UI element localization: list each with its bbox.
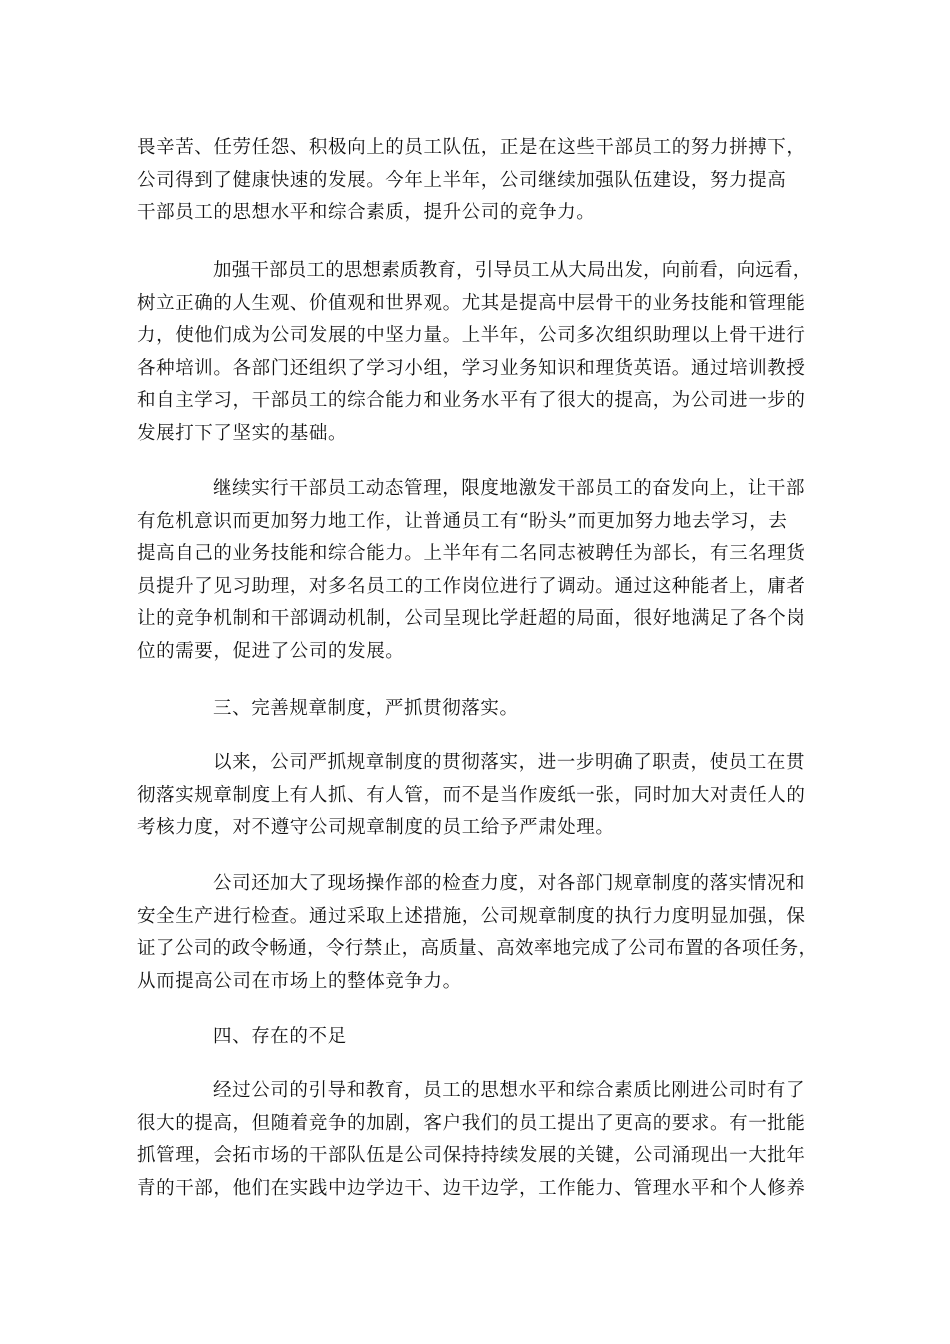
text-line: 位的需要，促进了公司的发展。 bbox=[137, 640, 405, 662]
paragraph-rules-implementation bbox=[137, 747, 817, 845]
text-line: 抓管理，会拓市场的干部队伍是公司保持持续发展的关键，公司涌现出一大批年 bbox=[137, 1145, 806, 1166]
text-line: 发展打下了坚实的基础。 bbox=[137, 422, 348, 444]
text-line: 青的干部，他们在实践中边学边干、边干边学，工作能力、管理水平和个人修养 bbox=[137, 1177, 806, 1199]
text-line: 经过公司的引导和教育，员工的思想水平和综合素质比刚进公司时有了 bbox=[213, 1080, 806, 1101]
text-line: 四、存在的不足 bbox=[213, 1026, 347, 1047]
text-line: 公司得到了健康快速的发展。今年上半年，公司继续加强队伍建设，努力提高 bbox=[137, 169, 787, 191]
text-line: 力，使他们成为公司发展的中坚力量。上半年，公司多次组织助理以上骨干进行 bbox=[137, 325, 806, 346]
text-line: 干部员工的思想水平和综合素质，提升公司的竞争力。 bbox=[137, 202, 596, 223]
paragraph-site-inspection bbox=[137, 868, 817, 998]
text-line: 以来，公司严抓规章制度的贯彻落实，进一步明确了职责，使员工在贯 bbox=[213, 752, 806, 773]
paragraph-quality-education bbox=[137, 255, 817, 450]
section-heading-three bbox=[137, 693, 817, 726]
text-line: 公司还加大了现场操作部的检查力度，对各部门规章制度的落实情况和 bbox=[213, 873, 806, 894]
text-line: 畏辛苦、任劳任怨、积极向上的员工队伍，正是在这些干部员工的努力拼搏下， bbox=[137, 137, 806, 158]
paragraph-team-summary bbox=[137, 132, 817, 230]
text-line: 有危机意识而更加努力地工作，让普通员工有“盼头”而更加努力地去学习，去 bbox=[137, 510, 788, 532]
text-line: 提高自己的业务技能和综合能力。上半年有二名同志被聘任为部长，有三名理货 bbox=[137, 543, 806, 564]
text-line: 树立正确的人生观、价值观和世界观。尤其是提高中层骨干的业务技能和管理能 bbox=[137, 292, 806, 314]
text-line: 让的竞争机制和干部调动机制，公司呈现比学赶超的局面，很好地满足了各个岗 bbox=[137, 608, 806, 629]
text-line: 各种培训。各部门还组织了学习小组，学习业务知识和理货英语。通过培训教授 bbox=[137, 357, 806, 379]
text-line: 安全生产进行检查。通过采取上述措施，公司规章制度的执行力度明显加强，保 bbox=[137, 905, 806, 927]
section-heading-four bbox=[137, 1021, 817, 1054]
text-line: 和自主学习，干部员工的综合能力和业务水平有了很大的提高，为公司进一步的 bbox=[137, 390, 806, 411]
text-line: 员提升了见习助理，对多名员工的工作岗位进行了调动。通过这种能者上，庸者 bbox=[137, 575, 806, 597]
text-line: 证了公司的政令畅通，令行禁止，高质量、高效率地完成了公司布置的各项任务， bbox=[137, 938, 818, 959]
text-line: 继续实行干部员工动态管理，限度地激发干部员工的奋发向上，让干部 bbox=[213, 478, 806, 499]
paragraph-dynamic-management bbox=[137, 473, 817, 668]
text-line: 彻落实规章制度上有人抓、有人管，而不是当作废纸一张，同时加大对责任人的 bbox=[137, 784, 806, 806]
paragraph-shortcomings bbox=[137, 1075, 817, 1205]
text-line: 考核力度，对不遵守公司规章制度的员工给予严肃处理。 bbox=[137, 817, 615, 838]
text-line: 从而提高公司在市场上的整体竞争力。 bbox=[137, 970, 462, 992]
text-line: 三、完善规章制度，严抓贯彻落实。 bbox=[213, 698, 519, 719]
text-line: 很大的提高，但随着竞争的加剧，客户我们的员工提出了更高的要求。有一批能 bbox=[137, 1112, 806, 1134]
text-line: 加强干部员工的思想素质教育，引导员工从大局出发，向前看，向远看， bbox=[213, 260, 812, 281]
